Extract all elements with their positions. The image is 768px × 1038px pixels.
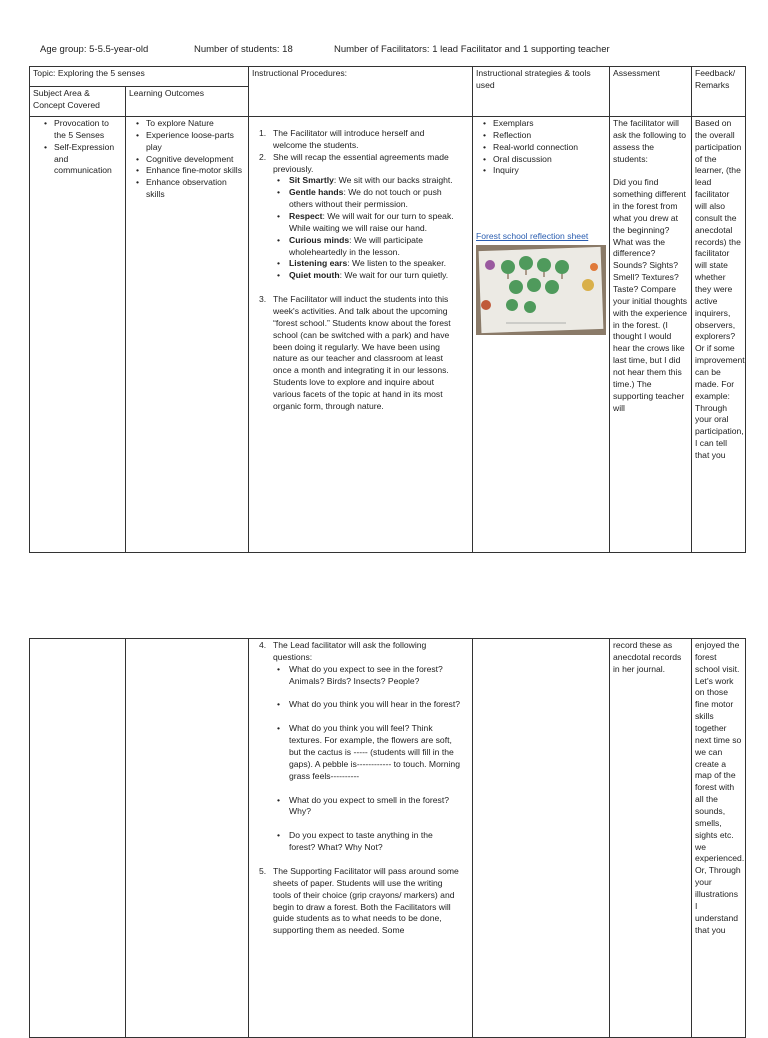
- agreement-name: Sit Smartly: [289, 175, 334, 186]
- outcomes-cell-continued: [126, 639, 249, 1038]
- procedure-step-text: The Facilitator will induct the students into this week's activities. And talk about the upcoming “forest school.” Students know about the forest school (can be switched with a park) and have been doing it regularly. We have been using nature as our teacher and classroom at least once a month and integrating it in our lessons. Students love to explore and inquire about various facets of the topic at hand in its most organic form, through nature.: [273, 294, 451, 411]
- feedback-cell-continued: enjoyed the forest school visit. Let's work on those fine motor skills together next time so we can create a map of the forest with all the sounds, smells, sights etc. we experienced. Or, Through your illustrations I understand that you: [692, 639, 746, 1038]
- assessment-cell-continued: record these as anecdotal records in her journal.: [610, 639, 692, 1038]
- strategy-item: • Real-world connection: [493, 142, 606, 154]
- number-of-students: Number of students: 18: [194, 44, 293, 55]
- outcome-item: • Experience loose-parts play: [146, 130, 245, 154]
- outcome-item: • Cognitive development: [146, 154, 245, 166]
- strategy-item: • Inquiry: [493, 165, 606, 177]
- strategy-item: • Exemplars: [493, 118, 606, 130]
- outcome-item: • Enhance fine-motor skills: [146, 165, 245, 177]
- outcome-item: • To explore Nature: [146, 118, 245, 130]
- question-item: • Do you expect to taste anything in the forest? What? Why Not?: [289, 830, 460, 854]
- lesson-plan-table-1: [29, 66, 746, 553]
- question-item: • What do you expect to see in the forest? Animals? Birds? Insects? People?: [289, 664, 460, 688]
- procedure-step-text: The Lead facilitator will ask the following questions:: [273, 640, 427, 662]
- strategy-item: • Oral discussion: [493, 154, 606, 166]
- procedure-step: 4. The Lead facilitator will ask the following questions: • What do you expect to see in the forest? Animals? Birds? Insects? People? • What do you think you will hear in the forest? • What do you think you will feel? Think textures. For example, the flowers are soft, but the cactus is ----- (students will fill in the gaps). A pebble is------------ to touch. Morning grass feels---------- • What do you expect to smell in the forest? Why? • Do you expect to taste anything in the forest? What? Why Not?: [273, 640, 460, 854]
- agreement-item: [289, 258, 460, 270]
- lesson-plan-table-2: [29, 638, 746, 1038]
- agreement-text: : We sit with our backs straight.: [333, 175, 453, 186]
- procedure-step: 1. The Facilitator will introduce herself and welcome the students.: [259, 128, 425, 150]
- procedure-step-text: The Supporting Facilitator will pass around some sheets of paper. Students will use the writing tools of their choice (grip crayons/ markers) and begin to draw a forest. Both the Facilitators will guide students as to what needs to be done, supporting them as needed. Some: [273, 866, 459, 936]
- age-group: Age group: 5-5.5-year-old: [40, 44, 149, 55]
- agreement-item: [289, 235, 460, 259]
- lesson-header: [40, 44, 610, 55]
- question-item: • What do you think you will hear in the forest?: [289, 699, 460, 711]
- assessment-cell: The facilitator will ask the following to assess the students: Did you find something different in the forest from what you drew at the beginning? What was the difference? Sounds? Sights? Smell? Textures? Taste? Compare your initial thoughts with the experience in the forest. (I thought I would hear the crows like last time, but I did not hear them this time.) The supporting teacher will: [610, 117, 692, 553]
- subject-item: • Self-Expression and communication: [54, 142, 122, 178]
- agreement-item: [289, 270, 460, 282]
- strategy-item: • Reflection: [493, 130, 606, 142]
- feedback-cell: Based on the overall participation of the learner, (the lead facilitator will also consult the anecdotal records) the facilitator will state whether they were active inquirers, observers, explorers? Or if some improvement can be made. For example: Through your oral participation, I can tell that you: [692, 117, 746, 553]
- outcome-item: • Enhance observation skills: [146, 177, 245, 201]
- agreement-text: : We do not touch or push others without their permission.: [289, 187, 442, 210]
- procedure-step-text: The Facilitator will introduce herself and welcome the students.: [273, 128, 425, 150]
- col-subject-area: Subject Area & Concept Covered: [30, 87, 126, 117]
- strategies-cell: [473, 117, 610, 553]
- agreement-item: [289, 175, 460, 187]
- question-item: • What do you expect to smell in the forest? Why?: [289, 795, 460, 819]
- col-instructional-procedures: Instructional Procedures:: [249, 67, 473, 117]
- topic-cell: Topic: Exploring the 5 senses: [30, 67, 249, 87]
- procedure-step: 3. The Facilitator will induct the students into this week's activities. And talk about the upcoming “forest school.” Students know about the forest school (can be switched with a park) and have been doing it regularly. We have been using nature as our teacher and classroom at least once a month and integrating it in our lessons. Students love to explore and inquire about various facets of the topic at hand in its most organic form, through nature.: [259, 294, 451, 411]
- number-of-facilitators: Number of Facilitators: 1 lead Facilitator and 1 supporting teacher: [334, 44, 610, 55]
- agreement-text: : We listen to the speaker.: [347, 258, 446, 269]
- agreement-text: : We will wait for our turn to speak. While waiting we will raise our hand.: [289, 211, 454, 233]
- outcomes-cell: [126, 117, 249, 553]
- subject-cell: [30, 117, 126, 553]
- col-learning-outcomes: Learning Outcomes: [126, 87, 249, 117]
- col-feedback: Feedback/ Remarks: [692, 67, 746, 117]
- agreement-name: Gentle hands: [289, 187, 344, 198]
- agreement-name: Curious minds: [289, 234, 350, 245]
- subject-cell-continued: [30, 639, 126, 1038]
- procedures-cell: [249, 117, 473, 553]
- agreement-text: : We wait for our turn quietly.: [339, 270, 449, 281]
- subject-item: • Provocation to the 5 Senses: [54, 118, 122, 142]
- col-instructional-strategies: Instructional strategies & tools used: [473, 67, 610, 117]
- reflection-sheet-photo: [476, 245, 606, 335]
- agreement-text: : We will participate wholeheartedly in the lesson.: [289, 234, 424, 257]
- agreement-item: [289, 211, 460, 235]
- procedures-cell-continued: [249, 639, 473, 1038]
- agreement-name: Listening ears: [289, 258, 348, 269]
- col-assessment: Assessment: [610, 67, 692, 117]
- agreement-item: [289, 187, 460, 211]
- question-item: • What do you think you will feel? Think textures. For example, the flowers are soft, but the cactus is ----- (students will fill in the gaps). A pebble is------------ to touch. Morning grass feels----------: [289, 723, 460, 782]
- procedure-step: 5. The Supporting Facilitator will pass around some sheets of paper. Students will use the writing tools of their choice (grip crayons/ markers) and begin to draw a forest. Both the Facilitators will guide students as to what needs to be done, supporting them as needed. Some: [259, 866, 459, 936]
- reflection-sheet-link[interactable]: Forest school reflection sheet: [476, 231, 589, 242]
- agreement-name: Respect: [289, 211, 323, 222]
- procedure-step-text: She will recap the essential agreements made previously.: [273, 151, 449, 174]
- strategies-cell-continued: [473, 639, 610, 1038]
- agreement-name: Quiet mouth: [289, 270, 340, 281]
- procedure-step: 2. She will recap the essential agreements made previously. • Sit Smartly: We sit with our backs straight. • Gentle hands: We do not touch or push others without their permission. • Respect: We will wait for our turn to speak. While waiting we will raise our hand. • Curious minds: We will participate wholeheartedly in the lesson. • Listening ears: We listen to the speaker. • Quiet mouth: We wait for our turn quietly.: [273, 152, 460, 282]
